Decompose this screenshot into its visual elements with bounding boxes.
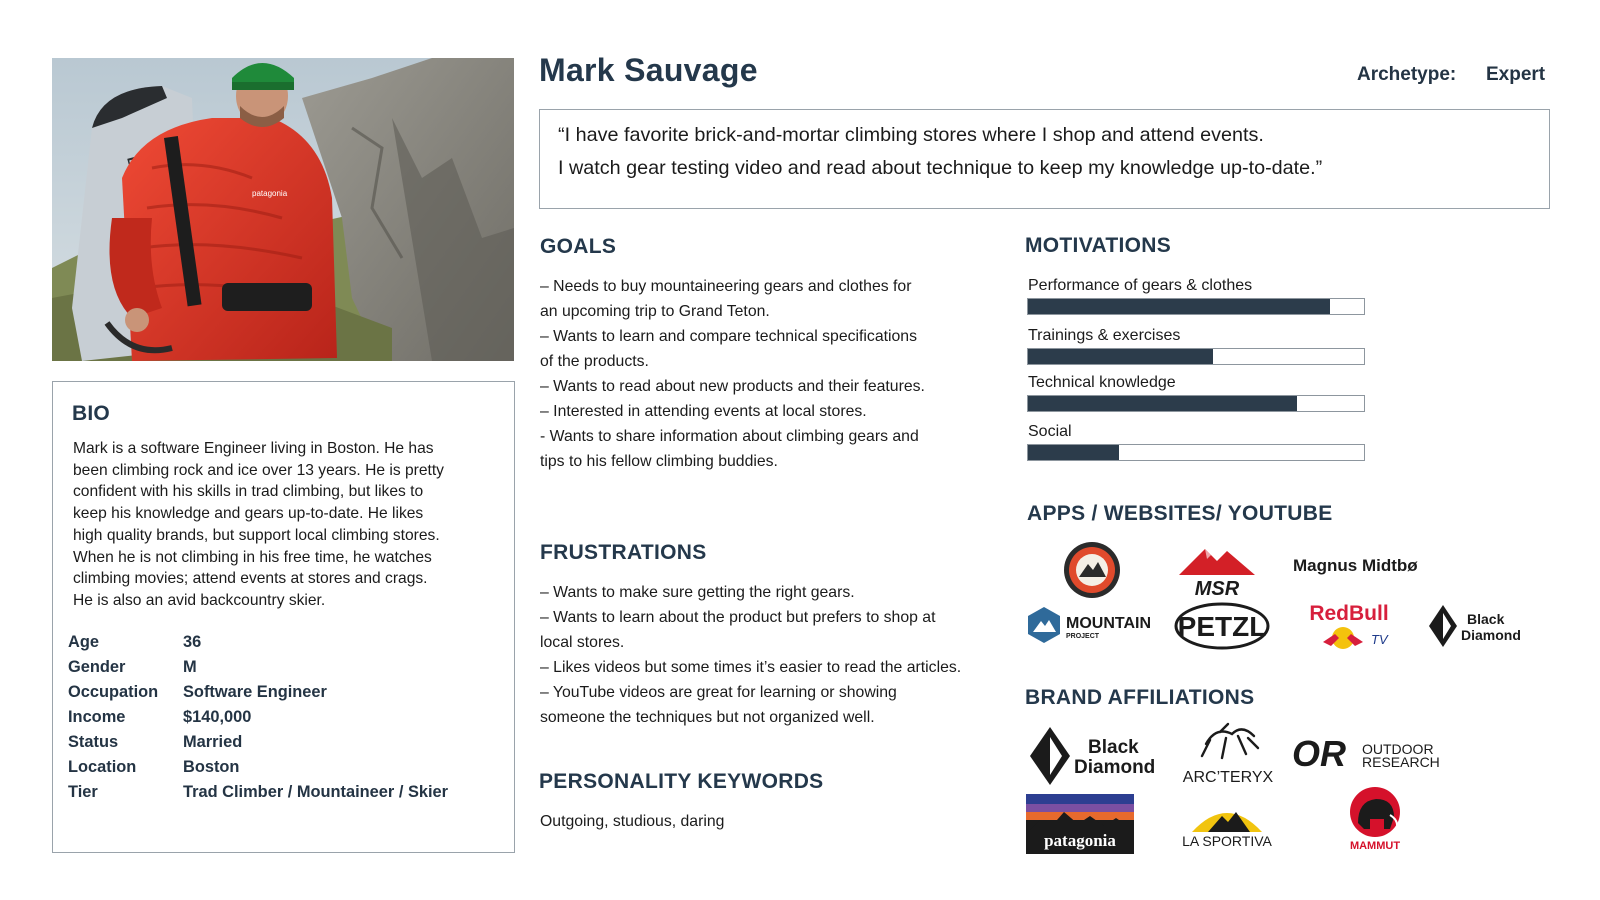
personality-keywords: Outgoing, studious, daring <box>540 813 725 830</box>
black-diamond-text-2: Diamond <box>1461 627 1521 643</box>
persona-photo <box>52 58 514 361</box>
climber-photo-illustration <box>52 58 514 361</box>
goals-list <box>540 274 925 474</box>
apps-title: APPS / WEBSITES/ YOUTUBE <box>1027 502 1333 525</box>
info-row <box>68 630 448 655</box>
bio-card <box>52 381 515 853</box>
bio-title: BIO <box>72 402 110 425</box>
motivation-label: Trainings & exercises <box>1028 327 1181 344</box>
motivation-bar <box>1027 348 1365 365</box>
arcteryx-text: ARC’TERYX <box>1182 769 1274 786</box>
frustration-line: local stores. <box>540 634 625 651</box>
arcteryx-logo <box>1176 720 1280 786</box>
goal-line: of the products. <box>540 353 649 370</box>
motivation-label: Technical knowledge <box>1028 374 1176 391</box>
black-diamond-app-logo <box>1427 603 1537 649</box>
outdoor-research-mark: OR <box>1292 734 1346 774</box>
info-row <box>68 730 448 755</box>
info-key: Age <box>68 633 99 651</box>
redbull-text: RedBull <box>1309 602 1389 625</box>
archetype-value: Expert <box>1486 64 1546 85</box>
info-row <box>68 780 448 805</box>
petzl-logo-text: PETZL <box>1177 611 1267 642</box>
mountain-project-text: MOUNTAIN <box>1066 615 1152 632</box>
info-key: Tier <box>68 783 98 801</box>
bio-text <box>73 438 481 612</box>
info-key: Status <box>68 733 119 751</box>
la-sportiva-text: LA SPORTIVA <box>1182 833 1272 849</box>
info-value: M <box>183 658 197 676</box>
bio-line: been climbing rock and ice over 13 years. He is pretty <box>73 461 444 479</box>
motivation-fill <box>1028 349 1213 364</box>
jacket-logo-text: patagonia <box>252 189 288 198</box>
quote-box <box>539 109 1550 209</box>
alpine-club-badge-icon <box>1062 540 1122 600</box>
bio-line: When he is not climbing in his free time, he watches <box>73 548 432 566</box>
info-row <box>68 705 448 730</box>
goal-line: tips to his fellow climbing buddies. <box>540 453 778 470</box>
info-value: $140,000 <box>183 708 252 726</box>
quote-line-1: “I have favorite brick-and-mortar climbing stores where I shop and attend events. <box>558 124 1264 146</box>
black-diamond-brand-logo <box>1028 725 1170 787</box>
motivation-bar <box>1027 444 1365 461</box>
la-sportiva-logo <box>1170 800 1284 850</box>
motivations-title: MOTIVATIONS <box>1025 234 1172 257</box>
goals-title: GOALS <box>540 235 617 258</box>
archetype-label: Archetype: <box>1357 64 1457 85</box>
mountain-project-subtext: PROJECT <box>1066 633 1100 640</box>
frustration-line: – Wants to learn about the product but prefers to shop at <box>540 609 936 626</box>
bio-line: confident with his skills in trad climbing, but likes to <box>73 483 424 501</box>
goal-line: an upcoming trip to Grand Teton. <box>540 303 770 320</box>
frustration-line: – YouTube videos are great for learning or showing <box>540 684 897 701</box>
goal-line: – Wants to read about new products and their features. <box>540 378 925 395</box>
frustrations-list <box>540 580 961 730</box>
info-row <box>68 655 448 680</box>
msr-logo-text: MSR <box>1194 578 1240 597</box>
outdoor-research-text-2: RESEARCH <box>1362 754 1440 770</box>
magnus-midtbo-channel: Magnus Midtbø <box>1293 556 1418 575</box>
mammut-logo <box>1330 785 1420 853</box>
frustration-line: someone the techniques but not organized well. <box>540 709 875 726</box>
bio-line: climbing movies; attend events at stores and crags. <box>73 570 428 588</box>
bio-line: keep his knowledge and gears up-to-date. He likes <box>73 505 424 523</box>
goal-line: – Needs to buy mountaineering gears and clothes for <box>540 278 912 295</box>
redbull-tv-logo <box>1309 600 1393 654</box>
info-value: Boston <box>183 758 240 776</box>
msr-logo <box>1175 545 1259 597</box>
mammut-text: MAMMUT <box>1349 840 1401 852</box>
info-value: Married <box>183 733 243 751</box>
black-diamond-text-1: Black <box>1467 611 1505 627</box>
outdoor-research-logo <box>1292 734 1446 774</box>
bio-line: Mark is a software Engineer living in Boston. He has <box>73 440 434 457</box>
persona-name: Mark Sauvage <box>539 52 758 88</box>
motivation-fill <box>1028 396 1297 411</box>
info-key: Income <box>68 708 126 726</box>
personality-title: PERSONALITY KEYWORDS <box>539 770 824 793</box>
petzl-logo <box>1174 601 1270 651</box>
patagonia-text: patagonia <box>1044 831 1116 850</box>
goal-line: – Interested in attending events at local stores. <box>540 403 867 420</box>
info-value: Software Engineer <box>183 683 327 701</box>
info-key: Gender <box>68 658 126 676</box>
quote-line-2: I watch gear testing video and read about technique to keep my knowledge up-to-date.” <box>558 157 1323 179</box>
frustrations-title: FRUSTRATIONS <box>540 541 707 564</box>
mountain-project-logo <box>1026 605 1158 645</box>
info-value: Trad Climber / Mountaineer / Skier <box>183 783 449 801</box>
outdoor-research-text-1: OUTDOOR <box>1362 741 1434 757</box>
patagonia-logo <box>1026 794 1134 854</box>
motivation-bar <box>1027 395 1365 412</box>
info-key: Location <box>68 758 137 776</box>
demographics-table <box>68 630 448 805</box>
goal-line: - Wants to share information about climbing gears and <box>540 428 919 445</box>
info-key: Occupation <box>68 683 159 701</box>
redbull-tv-text: TV <box>1371 632 1388 647</box>
info-row <box>68 680 448 705</box>
brands-title: BRAND AFFILIATIONS <box>1025 686 1255 709</box>
black-diamond-brand-text-1: Black <box>1088 737 1139 758</box>
motivation-label: Social <box>1028 423 1072 440</box>
motivation-bar <box>1027 298 1365 315</box>
frustration-line: – Likes videos but some times it’s easier to read the articles. <box>540 659 962 676</box>
info-row <box>68 755 448 780</box>
info-value: 36 <box>183 633 202 651</box>
bio-line: high quality brands, but support local climbing stores. <box>73 526 440 544</box>
motivation-fill <box>1028 299 1330 314</box>
motivation-fill <box>1028 445 1119 460</box>
goal-line: – Wants to learn and compare technical specifications <box>540 328 917 345</box>
frustration-line: – Wants to make sure getting the right gears. <box>540 584 855 601</box>
bio-line: He is also an avid backcountry skier. <box>73 591 326 609</box>
black-diamond-brand-text-2: Diamond <box>1074 757 1156 778</box>
motivation-label: Performance of gears & clothes <box>1028 277 1253 294</box>
